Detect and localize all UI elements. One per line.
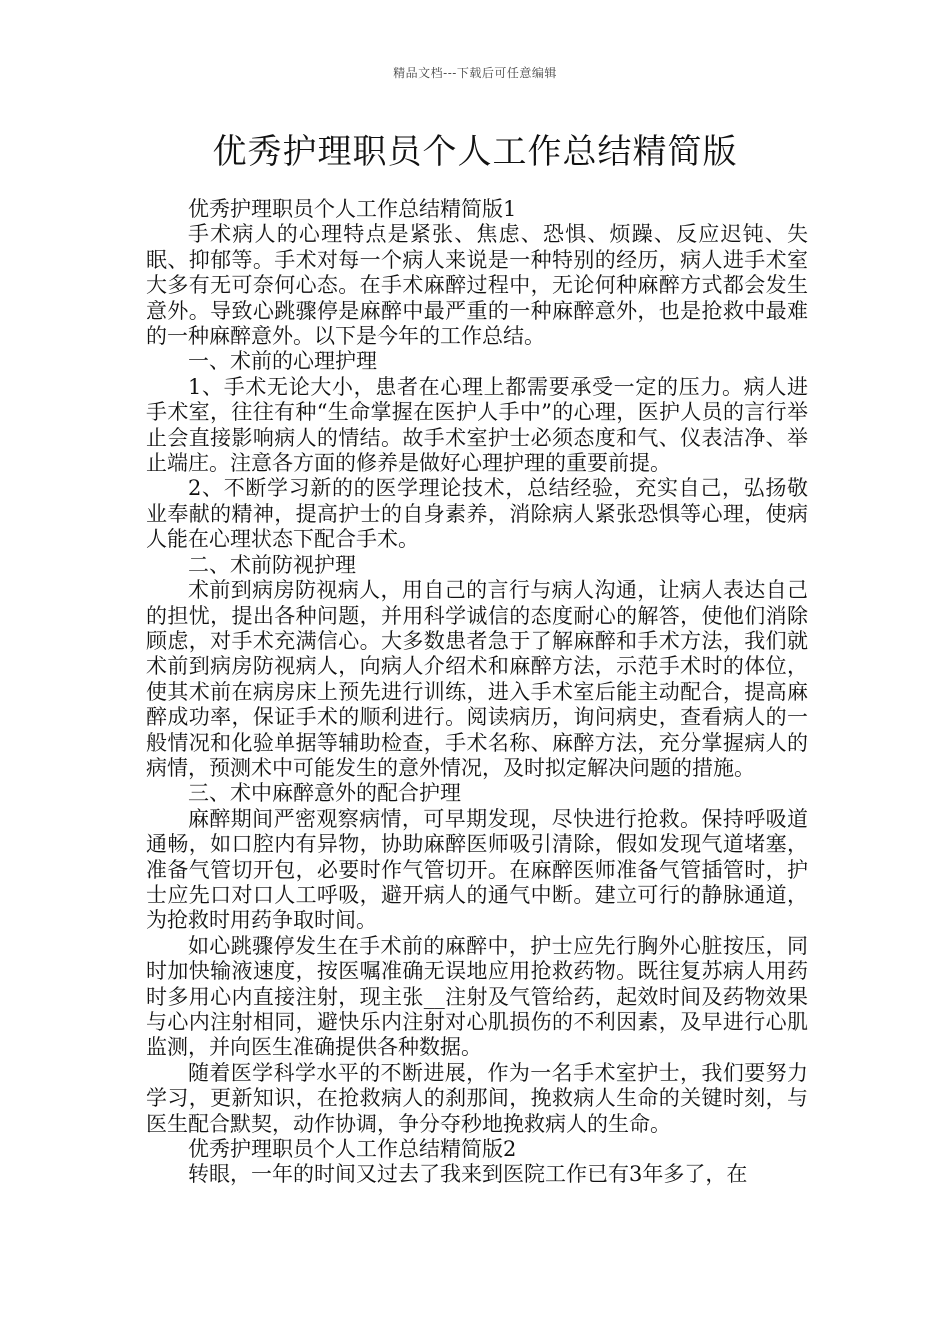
paragraph: 随着医学科学水平的不断进展，作为一名手术室护士，我们要努力学习，更新知识，在抢救病人的刹那间，挽救病人生命的关键时刻，与医生配合默契，动作协调，争分夺秒地挽救病人的生命。 [146, 1060, 808, 1136]
section-heading: 优秀护理职员个人工作总结精简版2 [188, 1137, 517, 1162]
section-heading: 三、术中麻醉意外的配合护理 [188, 781, 461, 806]
section-heading: 二、术前防视护理 [188, 552, 356, 577]
header-note: 精品文档---下载后可任意编辑 [393, 66, 557, 80]
paragraph: 1、手术无论大小，患者在心理上都需要承受一定的压力。病人进手术室，往往有种“生命掌握在医护人手中”的心理，医护人员的言行举止会直接影响病人的情结。故手术室护士必须态度和气、仪表洁净、举止端庄。注意各方面的修养是做好心理护理的重要前提。 [146, 374, 808, 476]
paragraph: 2、不断学习新的的医学理论技术，总结经验，充实自己，弘扬敬业奉献的精神，提高护士的自身素养，消除病人紧张恐惧等心理，使病人能在心理状态下配合手术。 [146, 476, 808, 552]
paragraph: 麻醉期间严密观察病情，可早期发现，尽快进行抢救。保持呼吸道通畅，如口腔内有异物，协助麻醉医师吸引清除，假如发现气道堵塞，准备气管切开包，必要时作气管切开。在麻醉医师准备气管插管时，护士应先口对口人工呼吸，避开病人的通气中断。建立可行的静脉通道，为抢救时用药争取时间。 [146, 806, 808, 933]
paragraph: 转眼，一年的时间又过去了我来到医院工作已有3年多了，在 [188, 1162, 748, 1187]
paragraph: 术前到病房防视病人，用自己的言行与病人沟通，让病人表达自己的担忧，提出各种问题，并用科学诚信的态度耐心的解答，使他们消除顾虑，对手术充满信心。大多数患者急于了解麻醉和手术方法，我们就术前到病房防视病人，向病人介绍术和麻醉方法，示范手术时的体位，使其术前在病房床上预先进行训练，进入手术室后能主动配合，提高麻醉成功率，保证手术的顺利进行。阅读病历，询问病史，查看病人的一般情况和化验单据等辅助检查，手术名称、麻醉方法，充分掌握病人的病情，预测术中可能发生的意外情况，及时拟定解决问题的措施。 [146, 578, 808, 780]
paragraph: 如心跳骤停发生在手术前的麻醉中，护士应先行胸外心脏按压，同时加快输液速度，按医嘱准确无误地应用抢救药物。既往复苏病人用药时多用心内直接注射，现主张__注射及气管给药，起效时间及药物效果与心内注射相同，避快乐内注射对心肌损伤的不利因素，及早进行心肌监测，并向医生准确提供各种数据。 [146, 933, 808, 1060]
document-title: 优秀护理职员个人工作总结精简版 [212, 132, 738, 172]
paragraph: 手术病人的心理特点是紧张、焦虑、恐惧、烦躁、反应迟钝、失眠、抑郁等。手术对每一个病人来说是一种特别的经历，病人进手术室大多有无可奈何心态。在手术麻醉过程中，无论何种麻醉方式都会发生意外。导致心跳骤停是麻醉中最严重的一种麻醉意外，也是抢救中最难的一种麻醉意外。以下是今年的工作总结。 [146, 222, 808, 349]
document-body [146, 197, 808, 1188]
section-heading: 一、术前的心理护理 [188, 349, 377, 374]
section-heading: 优秀护理职员个人工作总结精简版1 [188, 197, 517, 221]
